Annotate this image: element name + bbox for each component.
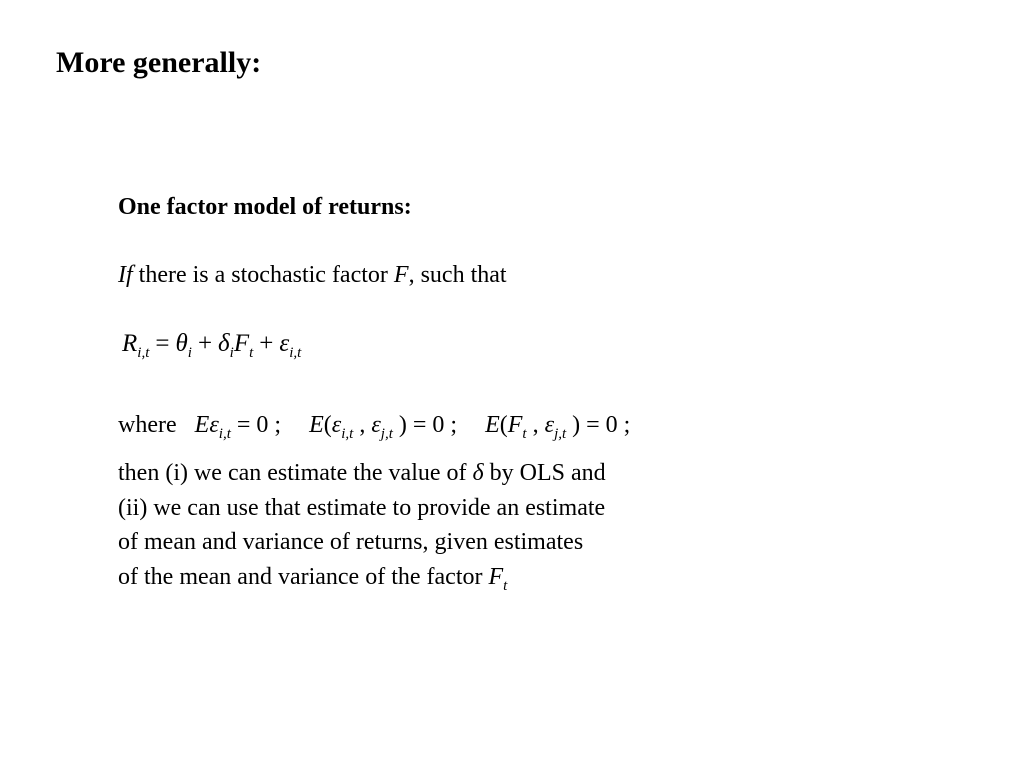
line1-text-b: by OLS and — [483, 460, 606, 486]
line4-text: of the mean and variance of the factor — [118, 563, 489, 590]
comma: , — [353, 412, 372, 438]
equals-zero: ) = 0 ; — [566, 412, 631, 438]
open-paren: ( — [323, 412, 332, 438]
where-conditions — [118, 412, 631, 442]
factor-F-subscript: t — [503, 577, 508, 594]
paragraph-line-4 — [118, 560, 738, 595]
section-heading: One factor model of returns: — [118, 194, 412, 220]
epsilon-subscript: j,t — [380, 426, 393, 442]
comma: , — [526, 412, 545, 438]
paragraph-line-3: of mean and variance of returns, given estimates — [118, 529, 584, 555]
epsilon-subscript: i,t — [289, 345, 302, 361]
conclusion-paragraph — [118, 456, 738, 594]
line1-text-a: then (i) we can estimate the value of — [118, 460, 473, 486]
factor-model-equation — [122, 330, 302, 361]
if-word: If — [118, 262, 133, 288]
epsilon-subscript: j,t — [554, 426, 567, 442]
theta-symbol: θ — [175, 330, 188, 357]
condition-2 — [309, 412, 458, 442]
epsilon-subscript: i,t — [218, 426, 231, 442]
epsilon-symbol: ε — [279, 330, 290, 357]
factor-F-symbol: F — [488, 563, 504, 590]
factor-F-subscript: t — [249, 345, 254, 361]
paragraph-line-1 — [118, 456, 738, 491]
epsilon-symbol: ε — [209, 412, 219, 438]
condition-statement — [118, 262, 507, 289]
epsilon-symbol: ε — [544, 412, 555, 438]
condition-3 — [485, 412, 631, 442]
where-label: where — [118, 412, 177, 438]
epsilon-subscript: i,t — [341, 426, 354, 442]
open-paren: ( — [499, 412, 508, 438]
condition-1 — [194, 412, 282, 442]
epsilon-symbol: ε — [371, 412, 381, 438]
delta-symbol: δ — [472, 460, 484, 486]
condition-text-2: , such that — [408, 262, 507, 288]
slide-title: More generally: — [56, 46, 262, 79]
plus-sign: + — [259, 330, 274, 357]
return-subscript: i,t — [137, 345, 150, 361]
theta-subscript: i — [187, 345, 192, 361]
paragraph-line-2: (ii) we can use that estimate to provide an estimate — [118, 494, 606, 521]
expectation-symbol: E — [194, 412, 210, 438]
plus-sign: + — [197, 330, 213, 357]
expectation-symbol: E — [309, 412, 324, 438]
expectation-symbol: E — [485, 412, 500, 438]
factor-F-symbol: F — [233, 330, 250, 357]
return-symbol: R — [122, 330, 138, 357]
factor-symbol: F — [393, 262, 409, 288]
equals-zero: = 0 ; — [230, 412, 282, 438]
epsilon-symbol: ε — [331, 412, 342, 438]
equals-zero: ) = 0 ; — [392, 412, 458, 438]
factor-F-subscript: t — [522, 426, 527, 442]
delta-subscript: i — [229, 345, 234, 361]
condition-text-1: there is a stochastic factor — [132, 262, 394, 288]
delta-symbol: δ — [218, 330, 230, 357]
factor-F-symbol: F — [507, 412, 523, 438]
equals-sign: = — [155, 330, 170, 357]
